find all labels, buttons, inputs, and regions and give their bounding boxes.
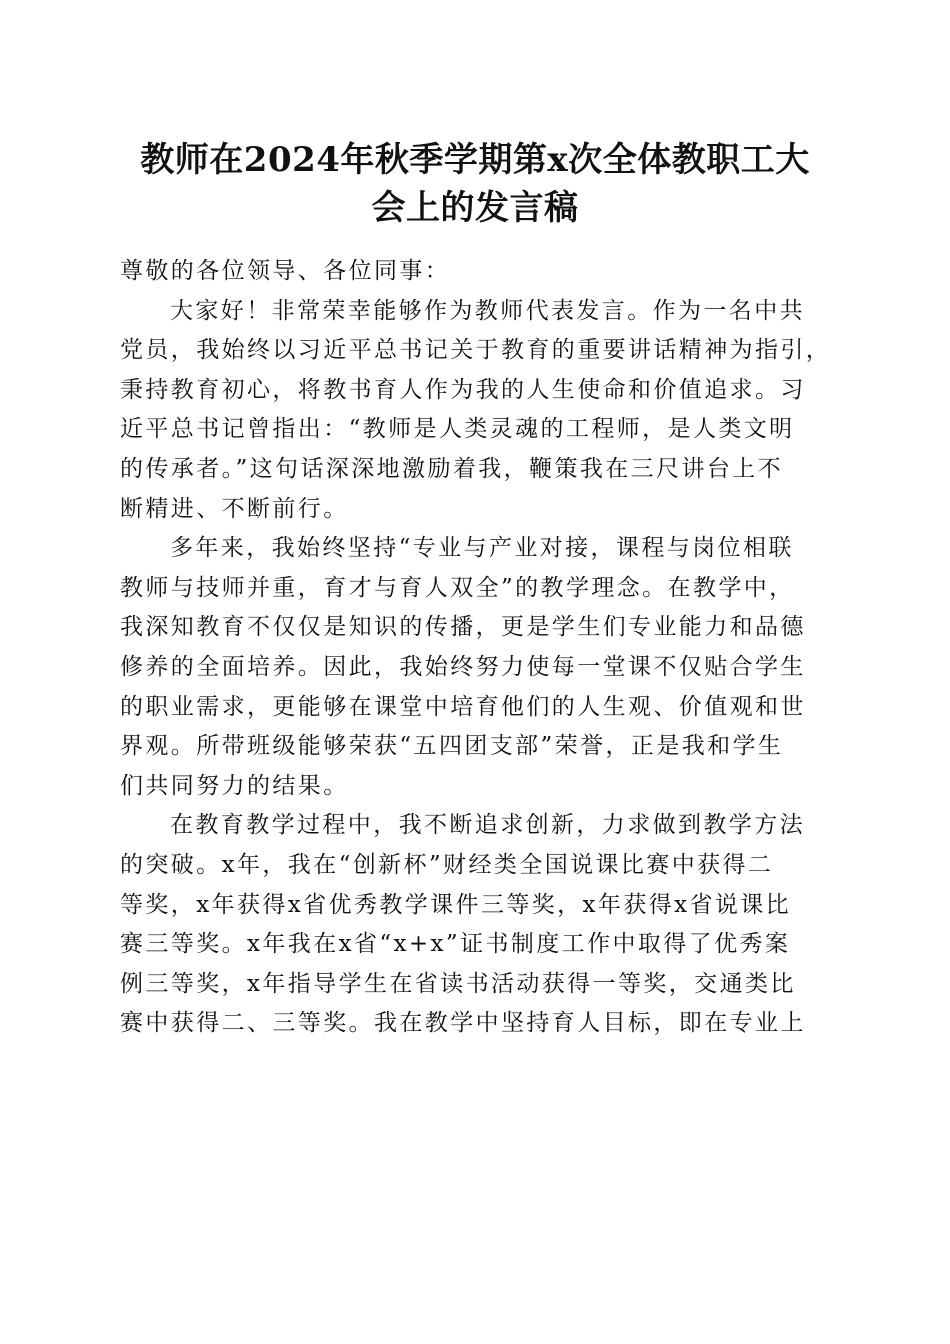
paragraph-1: [120, 292, 840, 530]
text-line: 界观。所带班级能够荣获“五四团支部”荣誉，正是我和学生: [120, 733, 784, 760]
text-line: 党员，我始终以习近平总书记关于教育的重要讲话精神为指引，: [120, 337, 832, 364]
document-body: [120, 252, 840, 1044]
text-line: 多年来，我始终坚持“专业与产业对接，课程与岗位相联: [170, 535, 794, 562]
title-line: 会上的发言稿: [371, 188, 579, 228]
text-line: 教师与技师并重，育才与育人双全”的教学理念。在教学中，: [120, 574, 795, 601]
text-line: 近平总书记曾指出：“教师是人类灵魂的工程师，是人类文明: [120, 416, 795, 443]
text-line: 的突破。x年，我在“创新杯”财经类全国说课比赛中获得二: [120, 851, 774, 878]
text-line: 秉持教育初心，将教书育人作为我的人生使命和价值追求。习: [120, 376, 806, 403]
paragraph-2: [120, 529, 840, 806]
text-line: 断精进、不断前行。: [120, 495, 349, 522]
text-line: 赛三等奖。x年我在x省“x+x”证书制度工作中取得了优秀案: [120, 931, 791, 958]
text-line: 大家好！非常荣幸能够作为教师代表发言。作为一名中共: [170, 297, 805, 324]
paragraph-3: [120, 806, 840, 1044]
text-line: 的传承者。”这句话深深地激励着我，鞭策我在三尺讲台上不: [120, 455, 784, 482]
text-line: 我深知教育不仅仅是知识的传播，更是学生们专业能力和品德: [120, 614, 806, 641]
page-title: [100, 136, 850, 232]
salutation: 尊敬的各位领导、各位同事：: [120, 258, 451, 284]
text-line: 例三等奖，x年指导学生在省读书活动获得一等奖，交通类比: [120, 970, 796, 997]
text-line: 在教育教学过程中，我不断追求创新，力求做到教学方法: [170, 812, 805, 839]
text-line: 等奖，x年获得x省优秀教学课件三等奖，x年获得x省说课比: [120, 891, 792, 918]
text-line: 的职业需求，更能够在课堂中培育他们的人生观、价值观和世: [120, 693, 806, 720]
title-line: 教师在2024年秋季学期第x次全体教职工大: [140, 140, 810, 180]
text-line: 们共同努力的结果。: [120, 772, 349, 799]
text-line: 修养的全面培养。因此，我始终努力使每一堂课不仅贴合学生: [120, 653, 806, 680]
text-line: 赛中获得二、三等奖。我在教学中坚持育人目标，即在专业上: [120, 1010, 806, 1037]
